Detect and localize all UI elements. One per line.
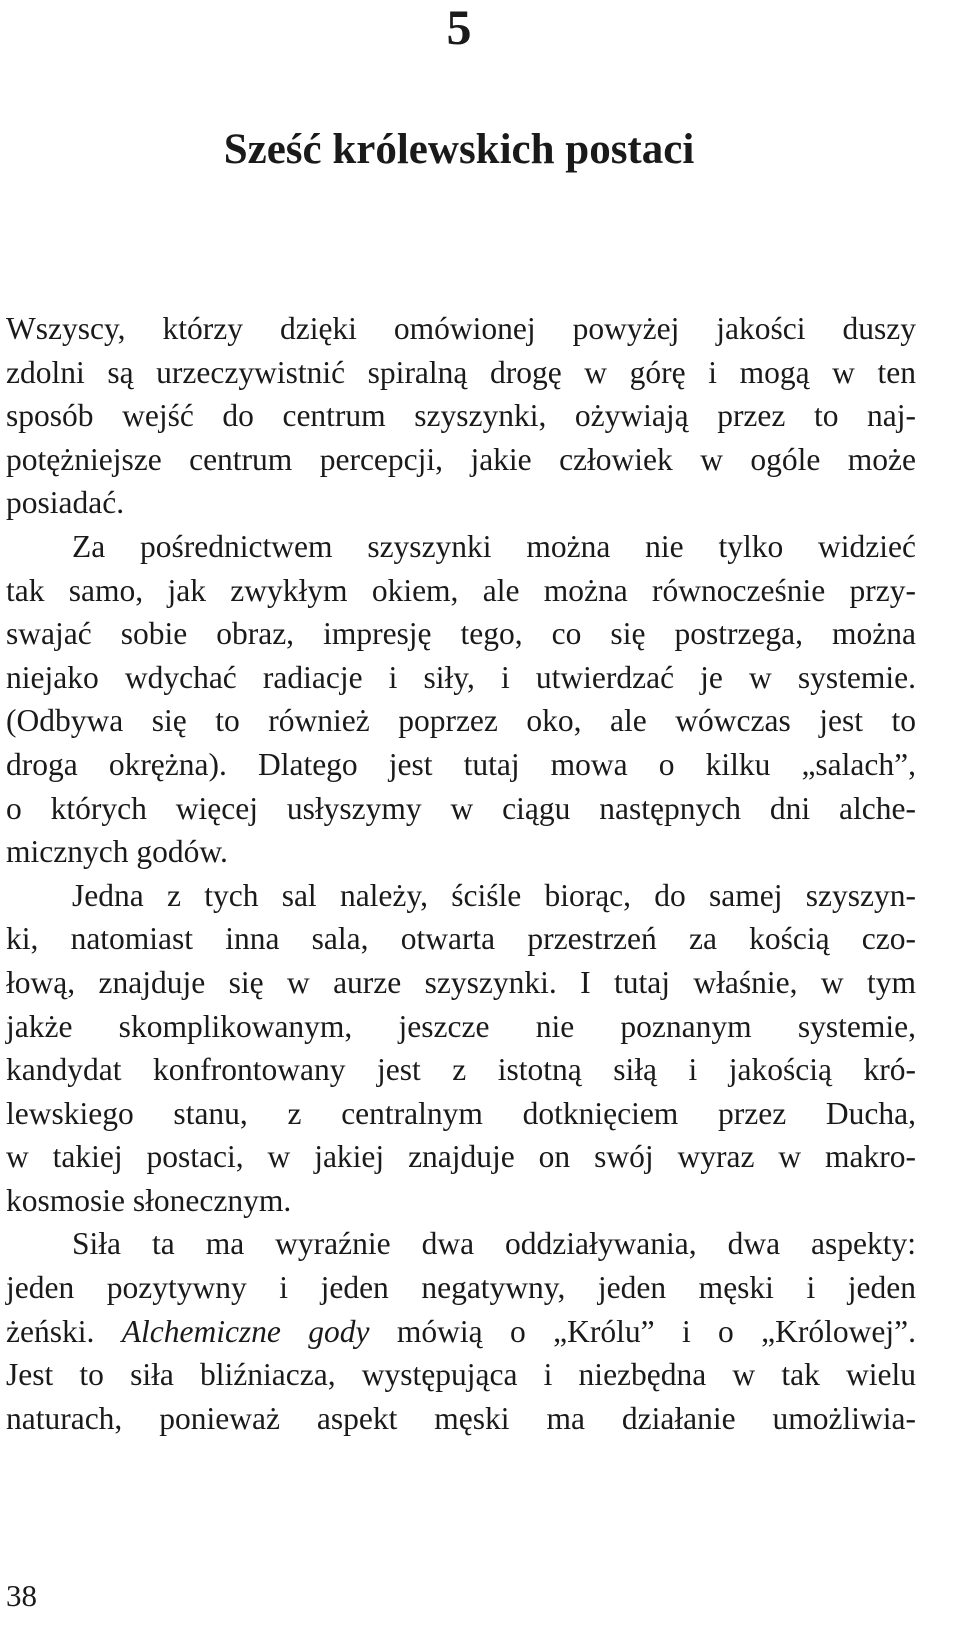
text-line: niejako wdychać radiacje i siły, i utwierdzać je w systemie. <box>6 659 916 695</box>
paragraph-1 <box>6 307 916 525</box>
text-line: kandydat konfrontowany jest z istotną siłą i jakością kró- <box>6 1052 916 1088</box>
book-title-italic: Alchemiczne gody <box>121 1313 370 1349</box>
text-line: (Odbywa się to również poprzez oko, ale wówczas jest to <box>6 703 916 739</box>
text-line: w takiej postaci, w jakiej znajduje on swój wyraz w makro- <box>6 1139 916 1175</box>
text-line: jeden pozytywny i jeden negatywny, jeden męski i jeden <box>6 1270 916 1306</box>
text-line: jakże skomplikowanym, jeszcze nie poznanym systemie, <box>6 1008 916 1044</box>
paragraph-2 <box>6 525 916 874</box>
text-line: droga okrężna). Dlatego jest tutaj mowa o kilku „salach”, <box>6 746 916 782</box>
text-line <box>6 1310 916 1354</box>
text-line: tak samo, jak zwykłym okiem, ale można równocześnie przy- <box>6 572 916 608</box>
text-line: Siła ta ma wyraźnie dwa oddziaływania, dwa aspekty: <box>72 1226 916 1262</box>
text-line: Jedna z tych sal należy, ściśle biorąc, do samej szyszyn- <box>72 877 916 913</box>
text-line: Za pośrednictwem szyszynki można nie tylko widzieć <box>72 528 916 564</box>
text-line: Jest to siła bliźniacza, występująca i niezbędna w tak wielu <box>6 1357 916 1393</box>
chapter-number: 5 <box>446 0 472 55</box>
text-segment: mówią o „Królu” i o „Królowej”. <box>396 1313 916 1349</box>
text-line: posiadać. <box>6 485 125 521</box>
text-line: sposób wejść do centrum szyszynki, ożywiają przez to naj- <box>6 398 916 434</box>
text-line: swajać sobie obraz, impresję tego, co się postrzega, można <box>6 616 916 652</box>
text-line: łową, znajduje się w aurze szyszynki. I tutaj właśnie, w tym <box>6 964 916 1000</box>
body-text <box>6 307 916 1440</box>
text-line: ki, natomiast inna sala, otwarta przestrzeń za kością czo- <box>6 921 916 957</box>
text-line: kosmosie słonecznym. <box>6 1182 292 1218</box>
text-segment: żeński. <box>6 1313 95 1349</box>
chapter-title: Sześć królewskich postaci <box>223 126 695 173</box>
paragraph-3 <box>6 874 916 1223</box>
text-line: naturach, ponieważ aspekt męski ma działanie umożliwia- <box>6 1400 916 1436</box>
text-line: lewskiego stanu, z centralnym dotknięciem przez Ducha, <box>6 1095 916 1131</box>
text-line: potężniejsze centrum percepcji, jakie człowiek w ogóle może <box>6 441 916 477</box>
text-line: micznych godów. <box>6 834 228 870</box>
text-line: o których więcej usłyszymy w ciągu następnych dni alche- <box>6 790 916 826</box>
text-line: Wszyscy, którzy dzięki omówionej powyżej jakości duszy <box>6 311 916 346</box>
paragraph-4 <box>6 1222 916 1440</box>
text-line: zdolni są urzeczywistnić spiralną drogę w górę i mogą w ten <box>6 354 916 390</box>
page-number: 38 <box>6 1578 37 1613</box>
